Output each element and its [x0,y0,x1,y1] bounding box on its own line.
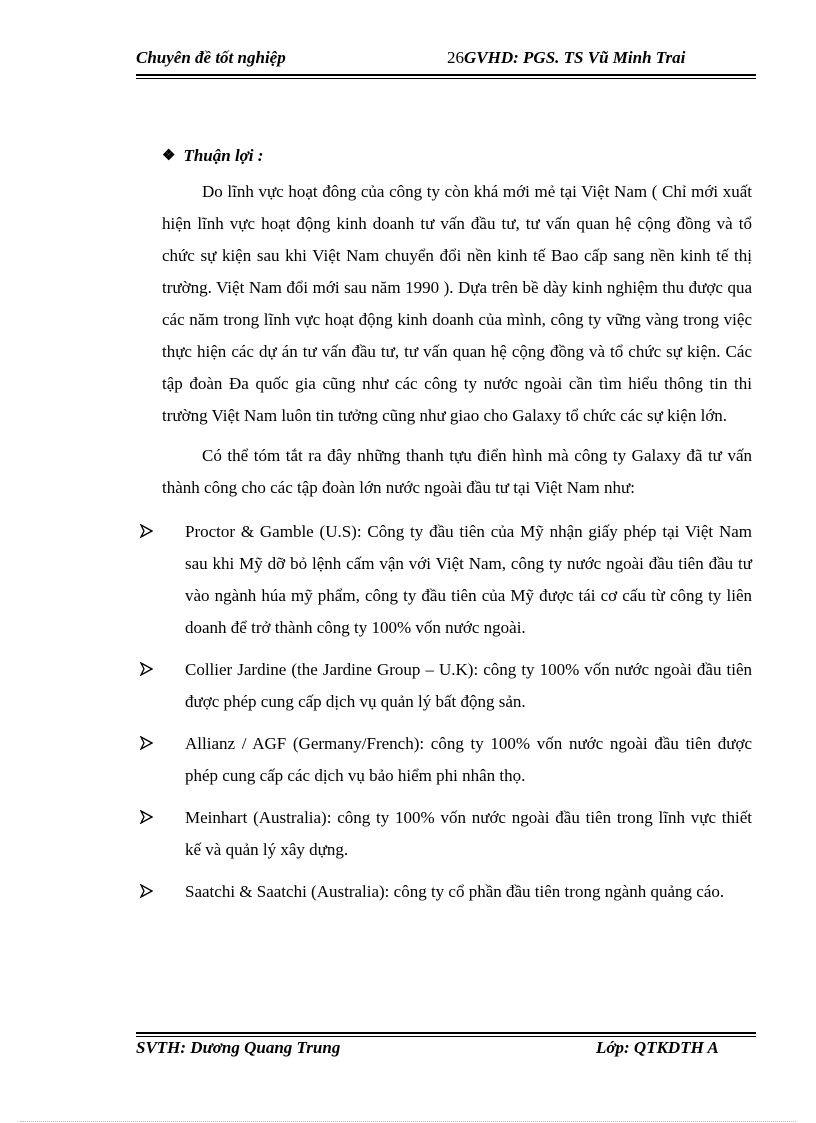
paragraph-1: Do lĩnh vực hoạt đông của công ty còn khá mới mẻ tại Việt Nam ( Chỉ mới xuất hiện lĩnh vực hoạt động kinh doanh tư vấn đầu tư, tư vấn quan hệ cộng đồng và tổ chức sự kiện sau khi Việt Nam chuyển đổi nền kinh tế Bao cấp sang nền kinh tế thị trường. Việt Nam đổi mới sau năm 1990 ). Dựa trên bề dày kinh nghiệm thu được qua các năm trong lĩnh vực hoạt động kinh doanh của mình, công ty vững vàng trong việc thực hiện các dự án tư vấn đầu tư, tư vấn quan hệ cộng đồng và tổ chức sự kiện. Các tập đoàn Đa quốc gia cũng như các công ty nước ngoài cần tìm hiểu thông tin thi trường Việt Nam luôn tin tưởng cũng như giao cho Galaxy tổ chức các sự kiện lớn. [162,182,752,425]
list-item-text: Allianz / AGF (Germany/French): công ty 100% vốn nước ngoài đầu tiên được phép cung cấp các dịch vụ bảo hiểm phi nhân thọ. [185,734,752,785]
main-content [162,140,752,918]
list-item-text: Meinhart (Australia): công ty 100% vốn nước ngoài đầu tiên trong lĩnh vực thiết kế và quản lý xây dựng. [185,808,752,859]
header-advisor: GVHD: PGS. TS Vũ Minh Trai [464,48,686,67]
list-item [140,654,752,718]
arrow-bullet-icon [140,654,154,686]
section-heading-text: Thuận lợi : [183,146,264,165]
header-title: Chuyên đề tốt nghiệp [136,48,286,67]
achievements-list [140,516,752,908]
list-item-text: Saatchi & Saatchi (Australia): công ty cổ phần đầu tiên trong ngành quảng cáo. [185,882,725,901]
footer-student: SVTH: Dương Quang Trung [136,1038,341,1057]
arrow-bullet-icon [140,802,154,834]
page-footer [136,1038,756,1062]
paragraph-2: Có thể tóm tắt ra đây những thanh tựu điển hình mà công ty Galaxy đã tư vấn thành công cho các tập đoàn lớn nước ngoài đầu tư tại Việt Nam như: [162,446,752,497]
footer-class: Lớp: QTKDTH A [596,1038,719,1057]
header-rule-thin [136,78,756,79]
arrow-bullet-icon [140,876,154,908]
header-rule-thick [136,74,756,76]
list-item [140,516,752,644]
footer-rule-thin [136,1036,756,1037]
list-item [140,728,752,792]
page-edge-dotted-line [20,1121,796,1122]
list-item [140,876,752,908]
arrow-bullet-icon [140,516,154,548]
arrow-bullet-icon [140,728,154,760]
footer-rule-thick [136,1032,756,1034]
page-header [136,48,756,72]
page-number: 26 [447,48,464,67]
section-heading [162,140,752,172]
list-item [140,802,752,866]
list-item-text: Collier Jardine (the Jardine Group – U.K): công ty 100% vốn nước ngoài đầu tiên được phép cung cấp dịch vụ quản lý bất động sản. [185,660,752,711]
list-item-text: Proctor & Gamble (U.S): Công ty đầu tiên của Mỹ nhận giấy phép tại Việt Nam sau khi Mỹ dỡ bỏ lệnh cấm vận với Việt Nam, công ty nước ngoài đầu tiên đầu tư vào ngành húa mỹ phẩm, công ty đầu tiên của Mỹ được tái cơ cấu từ công ty liên doanh để trở thành công ty 100% vốn nước ngoài. [185,522,752,637]
diamond-bullet-icon: ❖ [162,148,176,164]
